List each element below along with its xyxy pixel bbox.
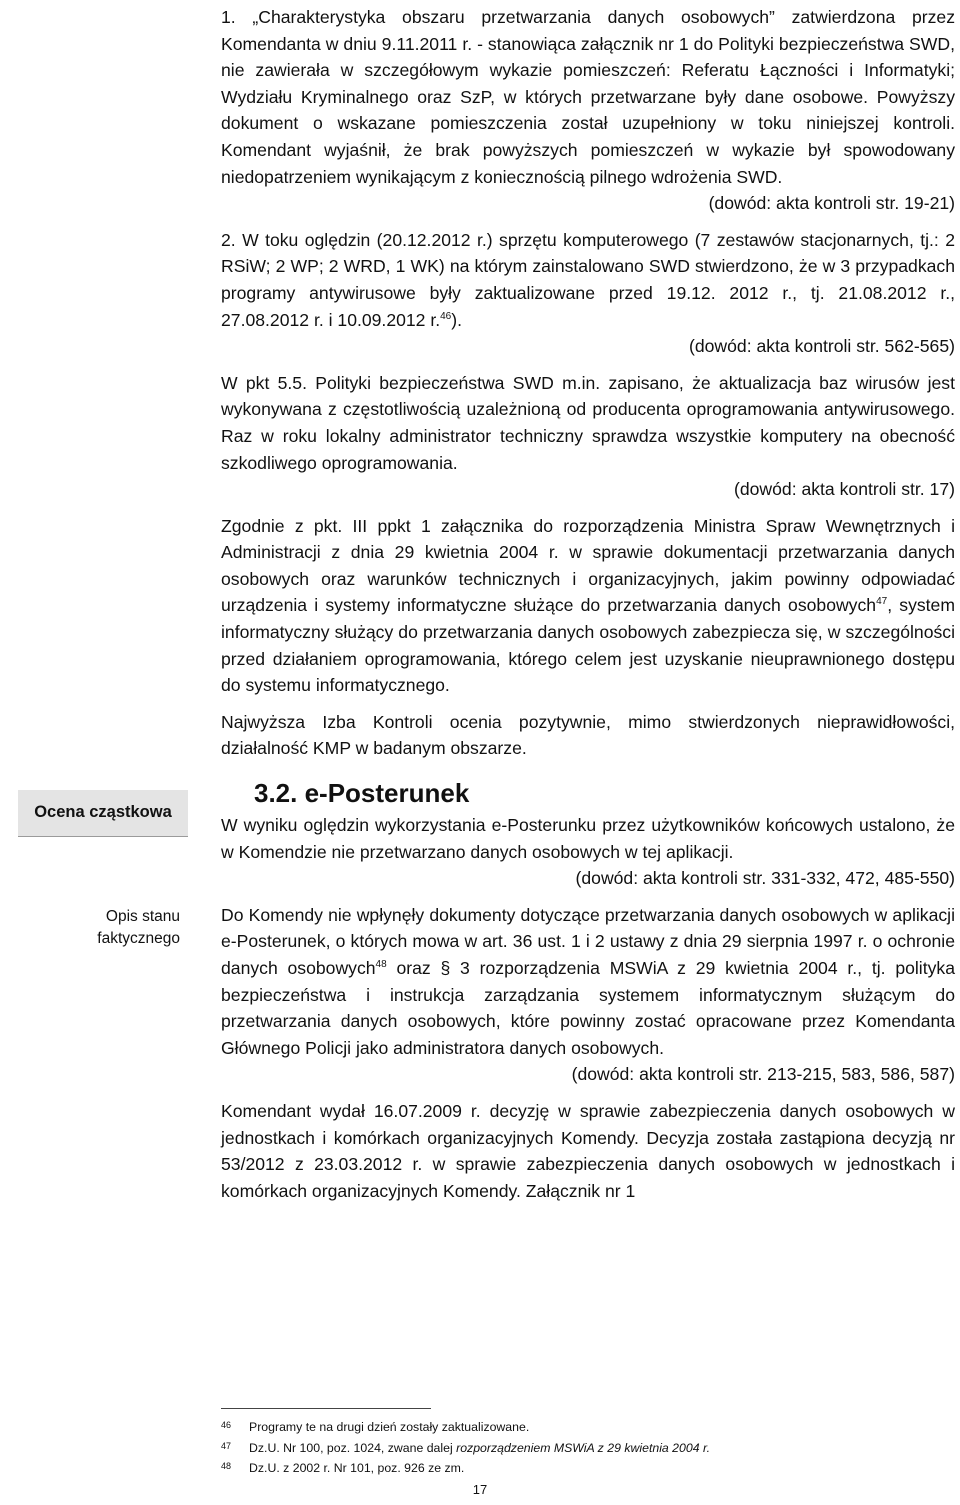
footnote-text: Programy te na drugi dzień zostały zaktualizowane. xyxy=(249,1420,530,1434)
sidebar-label-line-2: faktycznego xyxy=(97,930,180,947)
section-heading: 3.2. e-Posterunek xyxy=(254,778,470,809)
paragraph-8: Komendant wydał 16.07.2009 r. decyzję w sprawie zabezpieczenia danych osobowych w jednostkach i komórkach organizacyjnych Komendy. Decyzja została zastąpiona decyzją nr 53/2012 z 23.03.2012 r. w sprawie zabezpieczenia danych osobowych w jednostkach i komórkach organizacyjnych Komendy. Załącznik nr 1 xyxy=(221,1100,955,1201)
evidence-ref-3: (dowód: akta kontroli str. 17) xyxy=(733,479,955,500)
footnote-ref-48[interactable]: 48 xyxy=(375,959,387,971)
footnote-divider xyxy=(221,1408,431,1409)
evidence-ref-2: (dowód: akta kontroli str. 562-565) xyxy=(688,336,955,357)
footnote-ref-47[interactable]: 47 xyxy=(876,596,888,608)
page-number: 17 xyxy=(472,1482,488,1497)
footnote-text: Dz.U. Nr 100, poz. 1024, zwane dalej xyxy=(249,1440,457,1455)
footnote-46 xyxy=(221,1416,955,1437)
footnote-47 xyxy=(221,1437,955,1458)
paragraph-4: Zgodnie z pkt. III ppkt 1 załącznika do rozporządzenia Ministra Spraw Wewnętrznych i Administracji z dnia 29 kwietnia 2004 r. w sprawie dokumentacji przetwarzania danych osobowych oraz warunków technicznych i organizacyjnych, jakim powinny odpowiadać urządzenia i systemy informatyczne służące do przetwarzania danych osobowych$^{47}$, system informatyczny służący do przetwarzania danych osobowych zabezpiecza się, w szczególności przed działaniem oprogramowania, którego celem jest uzyskanie nieuprawnionego dostępu do systemu informatycznego. xyxy=(221,515,955,696)
footnote-48 xyxy=(221,1457,955,1478)
footnotes xyxy=(221,1416,955,1478)
footnote-ref-46[interactable]: 46 xyxy=(440,310,452,322)
paragraph-1: 1. „Charakterystyka obszaru przetwarzania danych osobowych” zatwierdzona przez Komendanta w dniu 9.11.2011 r. - stanowiąca załącznik nr 1 do Polityki bezpieczeństwa SWD, nie zawierała w szczegółowym wykazie pomieszczeń: Referatu Łączności i Informatyki; Wydziału Kryminalnego oraz SzP, w których przetwarzane były dane osobowe. Powyższy dokument o wskazane pomieszczenia został uzupełniony w toku niniejszej kontroli. Komendant wyjaśnił, że brak powyższych pomieszczeń w wykazie był spowodowany niedopatrzeniem wynikającym z koniecznością pilnego wdrożenia SWD. xyxy=(221,7,955,187)
footnote-text: Dz.U. z 2002 r. Nr 101, poz. 926 ze zm. xyxy=(249,1461,465,1475)
footnote-number: 48 xyxy=(221,1461,232,1471)
sidebar-label-line-1: Opis stanu xyxy=(105,908,180,925)
evidence-ref-5: (dowód: akta kontroli str. 213-215, 583, 586, 587) xyxy=(571,1064,955,1085)
paragraph-6: W wyniku oględzin wykorzystania e-Posterunku przez użytkowników końcowych ustalono, że w Komendzie nie przetwarzano danych osobowych w tej aplikacji. xyxy=(221,815,955,862)
paragraph-5-assessment: Najwyższa Izba Kontroli ocenia pozytywnie, mimo stwierdzonych nieprawidłowości, działalność KMP w badanym obszarze. xyxy=(221,711,955,759)
sidebar-assessment-box xyxy=(18,790,188,837)
paragraph-3: W pkt 5.5. Polityki bezpieczeństwa SWD m.in. zapisano, że aktualizacja baz wirusów jest wykonywana z częstotliwością uzależnioną od producenta oprogramowania antywirusowego. Raz w roku lokalny administrator techniczny sprawdza wszystkie komputery na obecność szkodliwego oprogramowania. xyxy=(221,372,955,473)
paragraph-2: 2. W toku oględzin (20.12.2012 r.) sprzętu komputerowego (7 zestawów stacjonarnych, tj.: 2 RSiW; 2 WP; 2 WRD, 1 WK) na którym zainstalowano SWD stwierdzono, że w 3 przypadkach programy antywirusowe były zaktualizowane przed 19.12. 2012 r., tj. 21.08.2012 r., 27.08.2012 r. i 10.09.2012 r.$^{46}$). xyxy=(221,229,955,330)
main-text-column xyxy=(221,4,955,1204)
footnote-italic-text: rozporządzeniem MSWiA z 29 kwietnia 2004 r. xyxy=(456,1440,711,1455)
evidence-ref-4: (dowód: akta kontroli str. 331-332, 472, 485-550) xyxy=(575,868,955,889)
footnote-number: 47 xyxy=(221,1440,232,1451)
sidebar-factual-label xyxy=(60,906,180,950)
evidence-ref-1: (dowód: akta kontroli str. 19-21) xyxy=(708,193,955,214)
paragraph-7: Do Komendy nie wpłynęły dokumenty dotyczące przetwarzania danych osobowych w aplikacji e-Posterunek, o których mowa w art. 36 ust. 1 i 2 ustawy z dnia 29 sierpnia 1997 r. o ochronie danych osobowych$^{48}$ oraz § 3 rozporządzenia MSWiA z 29 kwietnia 2004 r., tj. polityka bezpieczeństwa i instrukcja zarządzania systemem informatycznym służącym do przetwarzania danych osobowych, które powinny zostać opracowane przez Komendanta Głównego Policji jako administratora danych osobowych. xyxy=(221,904,955,1058)
sidebar-box-title: Ocena cząstkowa xyxy=(34,803,172,821)
footnote-number: 46 xyxy=(221,1420,232,1430)
